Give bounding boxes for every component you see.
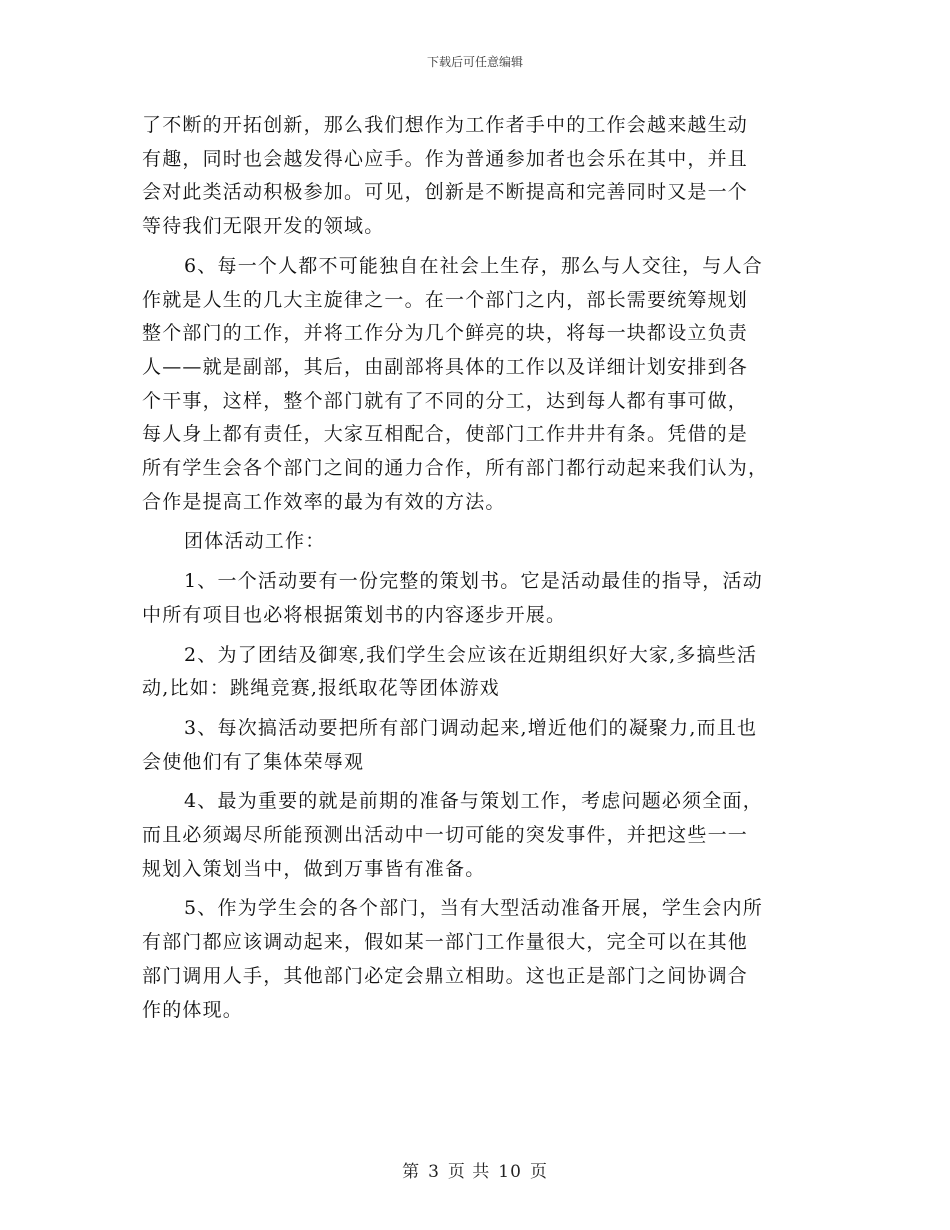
paragraph [142,892,808,1027]
paragraph-line: 动,比如：跳绳竞赛,报纸取花等团体游戏 [142,677,500,700]
paragraph-line: 规划入策划当中，做到万事皆有准备。 [142,857,486,880]
paragraph-line: 作就是人生的几大主旋律之一。在一个部门之内，部长需要统筹规划 [142,288,749,311]
paragraph-line: 团体活动工作： [184,530,326,553]
paragraph-line: 1、一个活动要有一份完整的策划书。它是活动最佳的指导，活动 [184,570,763,593]
footer-page-number: 3 [428,1162,440,1182]
paragraph-line: 作的体现。 [142,998,244,1021]
paragraph [142,109,808,244]
paragraph-line: 整个部门的工作，并将工作分为几个鲜亮的块，将每一块都设立负责 [142,322,749,345]
paragraph-line: 每人身上都有责任，大家互相配合，使部门工作井井有条。凭借的是 [142,423,749,446]
paragraph-line: 中所有项目也必将根据策划书的内容逐步开展。 [142,603,567,626]
paragraph-line: 3、每次搞活动要把所有部门调动起来,增近他们的凝聚力,而且也 [184,716,758,739]
paragraph-line: 人——就是副部，其后，由副部将具体的工作以及详细计划安排到各 [142,355,749,378]
paragraph [142,525,808,559]
footer-middle: 页 共 [447,1162,491,1182]
paragraph [142,785,808,886]
footer-suffix: 页 [529,1162,548,1182]
document-body [142,109,808,1033]
paragraph [142,250,808,520]
page-footer [0,1157,950,1182]
paragraph-line: 会对此类活动积极参加。可见，创新是不断提高和完善同时又是一个 [142,181,749,204]
paragraph-line: 合作是提高工作效率的最为有效的方法。 [142,490,506,513]
paragraph-line: 有部门都应该调动起来，假如某一部门工作量很大，完全可以在其他 [142,931,749,954]
paragraph-line: 4、最为重要的就是前期的准备与策划工作，考虑问题必须全面， [184,790,763,813]
footer-prefix: 第 [402,1162,421,1182]
page-header: 下载后可任意编辑 [426,55,523,69]
paragraph [142,712,808,779]
paragraph-line: 而且必须竭尽所能预测出活动中一切可能的突发事件，并把这些一一 [142,824,749,847]
paragraph [142,639,808,706]
paragraph-line: 了不断的开拓创新，那么我们想作为工作者手中的工作会越来越生动 [142,114,749,136]
paragraph-line: 2、为了团结及御寒,我们学生会应该在近期组织好大家,多搞些活 [184,643,758,666]
footer-total-pages: 10 [498,1162,522,1182]
paragraph-line: 6、每一个人都不可能独自在社会上生存，那么与人交往，与人合 [184,254,763,277]
paragraph [142,565,808,632]
paragraph-line: 会使他们有了集体荣辱观 [142,750,365,773]
paragraph-line: 有趣，同时也会越发得心应手。作为普通参加者也会乐在其中，并且 [142,147,749,170]
paragraph-line: 部门调用人手，其他部门必定会鼎立相助。这也正是部门之间协调合 [142,964,749,987]
paragraph-line: 所有学生会各个部门之间的通力合作，所有部门都行动起来我们认为， [142,457,769,480]
paragraph-line: 5、作为学生会的各个部门，当有大型活动准备开展，学生会内所 [184,897,763,920]
paragraph-line: 等待我们无限开发的领域。 [142,215,385,238]
paragraph-line: 个干事，这样，整个部门就有了不同的分工，达到每人都有事可做， [142,389,749,412]
